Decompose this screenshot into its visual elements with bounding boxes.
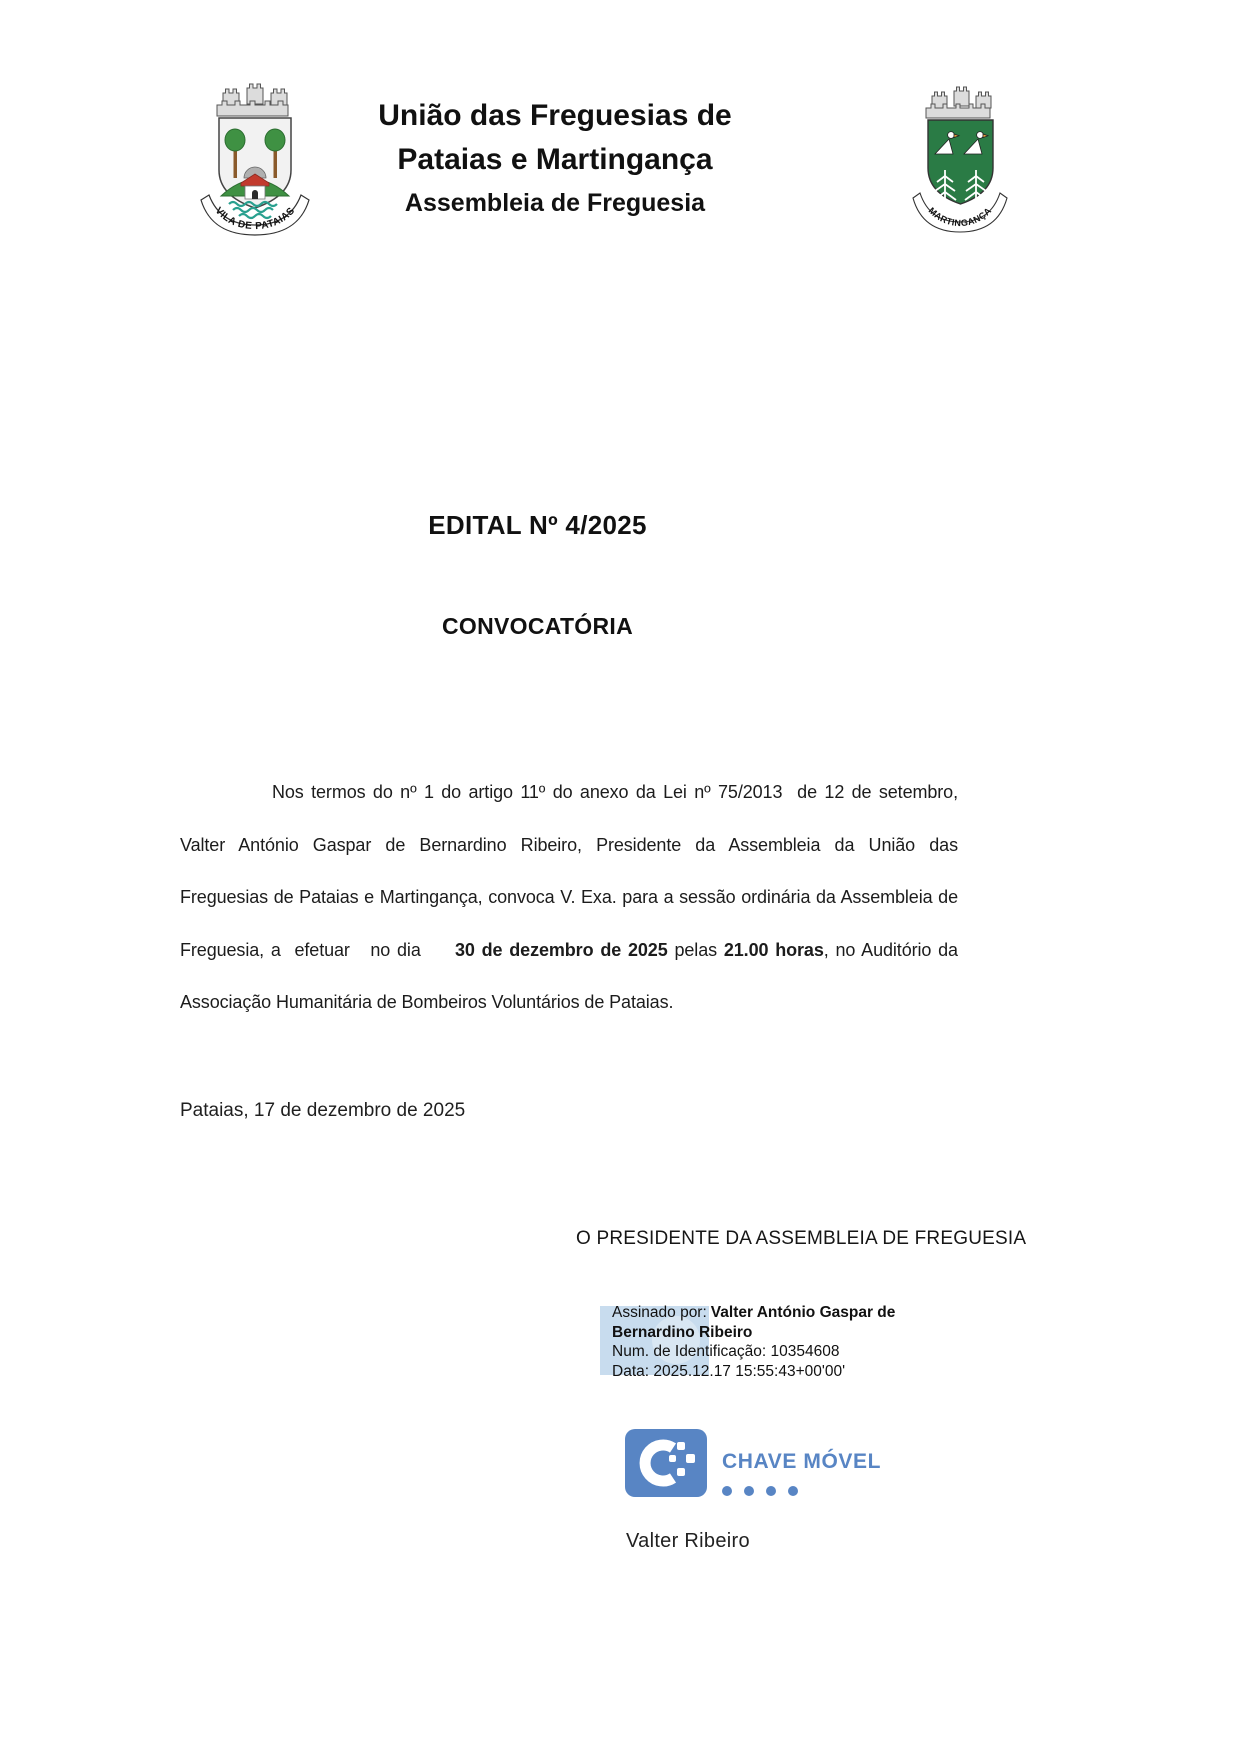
chave-movel-logo-icon: [625, 1429, 707, 1497]
org-title-line2: Pataias e Martingança: [397, 143, 713, 176]
signer-name: Valter Ribeiro: [626, 1530, 750, 1552]
chave-dot: [788, 1486, 798, 1496]
chave-dot: [766, 1486, 776, 1496]
place-date-line: Pataias, 17 de dezembro de 2025: [180, 1100, 466, 1121]
paragraph-line: Freguesia, a efetuar no dia 30 de dezembro de 2025 pelas 21.00 horas, no Auditório da: [180, 939, 958, 960]
signature-id-line: Num. de Identificação: 10354608: [612, 1343, 840, 1360]
signed-by-label: Assinado por:: [612, 1304, 707, 1321]
signature-line-1: [612, 1303, 942, 1323]
pataias-crest-motto: VILA DE PATAIAS: [212, 205, 298, 233]
martinganca-crest-motto: MARTINGANÇA: [926, 205, 994, 229]
signed-by-name-part2: Bernardino Ribeiro: [612, 1323, 753, 1341]
chave-movel-label: CHAVE MÓVEL: [722, 1450, 882, 1473]
signed-by-name-part1: Valter António Gaspar de: [710, 1304, 896, 1321]
chave-movel-dots: [722, 1486, 804, 1496]
martinganca-crest-icon: [908, 80, 1013, 240]
body-paragraph: [180, 766, 958, 1029]
header-org-block: [255, 94, 855, 220]
paragraph-line: Nos termos do nº 1 do artigo 11º do anexo da Lei nº 75/2013 de 12 de setembro,: [272, 782, 958, 802]
president-line: O PRESIDENTE DA ASSEMBLEIA DE FREGUESIA: [576, 1228, 1027, 1249]
edital-title: EDITAL Nº 4/2025: [428, 510, 647, 540]
convocatoria-title: CONVOCATÓRIA: [441, 613, 633, 639]
org-subtitle: Assembleia de Freguesia: [404, 189, 706, 217]
paragraph-line: Associação Humanitária de Bombeiros Voluntários de Pataias.: [180, 992, 674, 1012]
chave-dot: [744, 1486, 754, 1496]
chave-dot: [722, 1486, 732, 1496]
digital-signature-block: [612, 1303, 942, 1381]
org-title-line1: União das Freguesias de: [378, 99, 732, 132]
signature-date-line: Data: 2025.12.17 15:55:43+00'00': [612, 1362, 846, 1380]
paragraph-line: Valter António Gaspar de Bernardino Ribeiro, Presidente da Assembleia da União das: [180, 834, 958, 855]
paragraph-line: Freguesias de Pataias e Martingança, convoca V. Exa. para a sessão ordinária da Assembleia de: [180, 887, 958, 907]
